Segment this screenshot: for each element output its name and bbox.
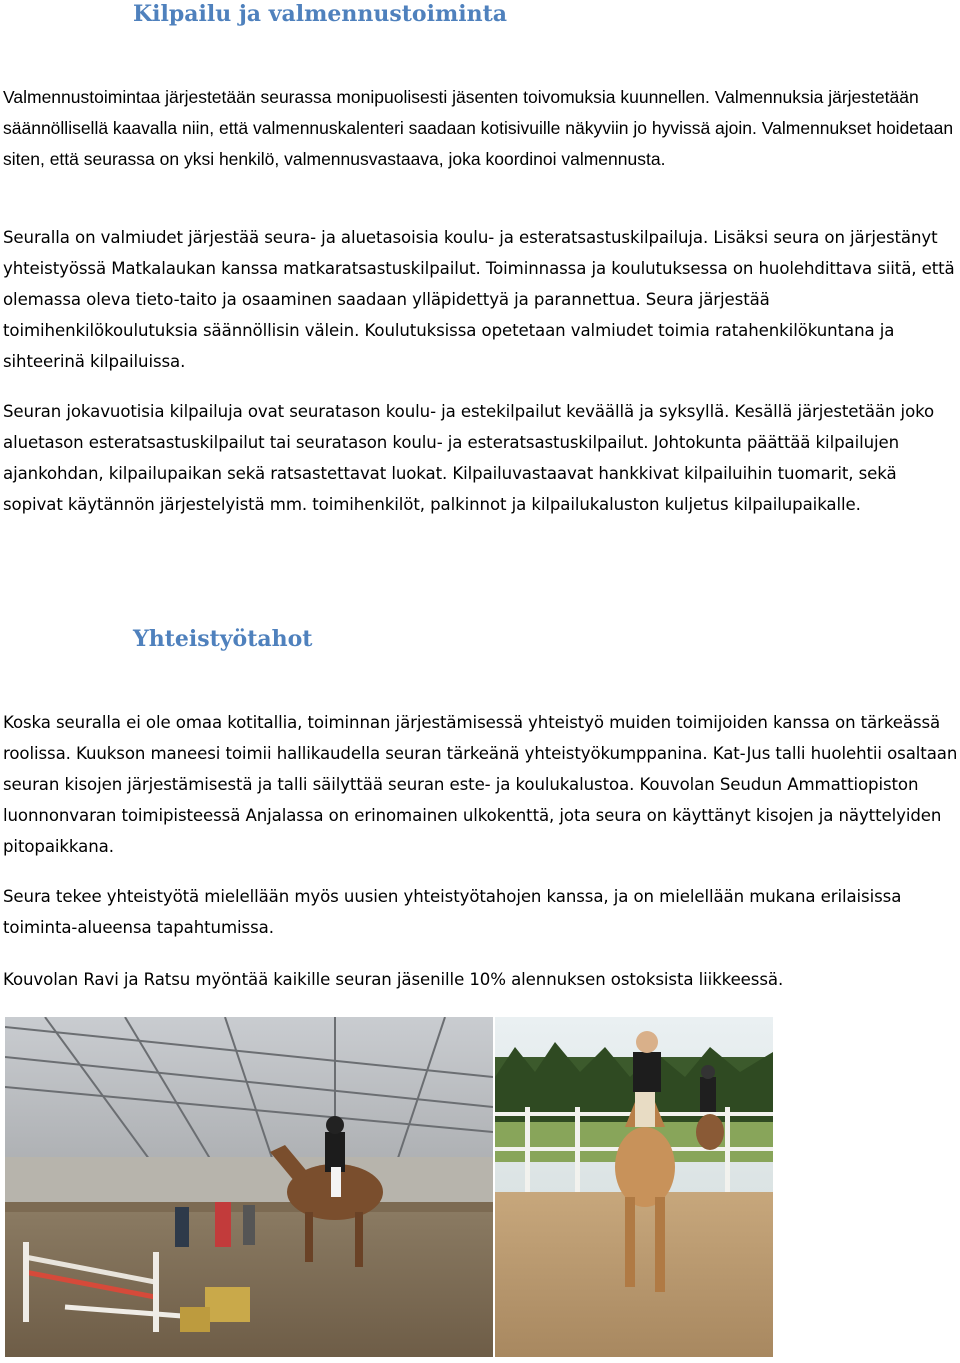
indoor-arena-jumping-photo xyxy=(5,1017,493,1357)
section-heading-partners: Yhteistyötahot xyxy=(133,626,313,652)
paragraph-annual-competitions: Seuran jokavuotisia kilpailuja ovat seuratason koulu- ja estekilpailut keväällä ja syksyllä. Kesällä järjestetään joko aluetason esteratsastuskilpailut tai seuratason koulu- ja esteratsastuskilpailut. Johtokunta päättää kilpailujen ajankohdan, kilpailupaikan sekä ratsastettavat luokat. Kilpailuvastaavat hankkivat kilpailuihin tuomarit, sekä sopivat käytännön järjestelyistä mm. toimihenkilöt, palkinnot ja kilpailukaluston kuljetus kilpailupaikalle. xyxy=(3,402,935,514)
paragraph-coaching: Valmennustoimintaa järjestetään seurassa monipuolisesti jäsenten toivomuksia kuunnellen. Valmennuksia järjestetään säännöllisellä kaavalla niin, että valmennuskalenteri saadaan kotisivuille näkyviin jo hyvissä ajoin. Valmennukset hoidetaan siten, että seurassa on yksi henkilö, valmennusvastaava, joka koordinoi valmennusta. xyxy=(3,87,954,169)
paragraph-new-partners: Seura tekee yhteistyötä mielellään myös uusien yhteistyötahojen kanssa, ja on mielellään mukana erilaisissa toiminta-alueensa tapahtumissa. xyxy=(3,887,902,937)
paragraph-discount: Kouvolan Ravi ja Ratsu myöntää kaikille seuran jäsenille 10% alennuksen ostoksista liikkeessä. xyxy=(3,970,784,989)
outdoor-riders-photo xyxy=(495,1017,773,1357)
paragraph-competition-capabilities: Seuralla on valmiudet järjestää seura- ja aluetasoisia koulu- ja esteratsastuskilpailuja. Lisäksi seura on järjestänyt yhteistyössä Matkalaukan kanssa matkaratsastuskilpailut. Toiminnassa ja koulutuksessa on huolehdittava siitä, että olemassa oleva tieto-taito ja osaaminen saadaan ylläpidettyä ja parannettua. Seura järjestää toimihenkilökoulutuksia säännöllisin välein. Koulutuksissa opetetaan valmiudet toimia ratahenkilökuntana ja sihteerinä kilpailuissa. xyxy=(3,228,955,371)
paragraph-partners: Koska seuralla ei ole omaa kotitallia, toiminnan järjestämisessä yhteistyö muiden toimijoiden kanssa on tärkeässä roolissa. Kuukson maneesi toimii hallikaudella seuran tärkeänä yhteistyökumppanina. Kat-Jus talli huolehtii osaltaan seuran kisojen järjestämisestä ja talli säilyttää seuran este- ja koulukalustoa. Kouvolan Seudun Ammattiopiston luonnonvaran toimipisteessä Anjalassa on erinomainen ulkokenttä, jota seura on käyttänyt kisojen ja näyttelyiden pitopaikkana. xyxy=(3,713,958,856)
section-heading-competitions: Kilpailu ja valmennustoiminta xyxy=(133,1,507,27)
